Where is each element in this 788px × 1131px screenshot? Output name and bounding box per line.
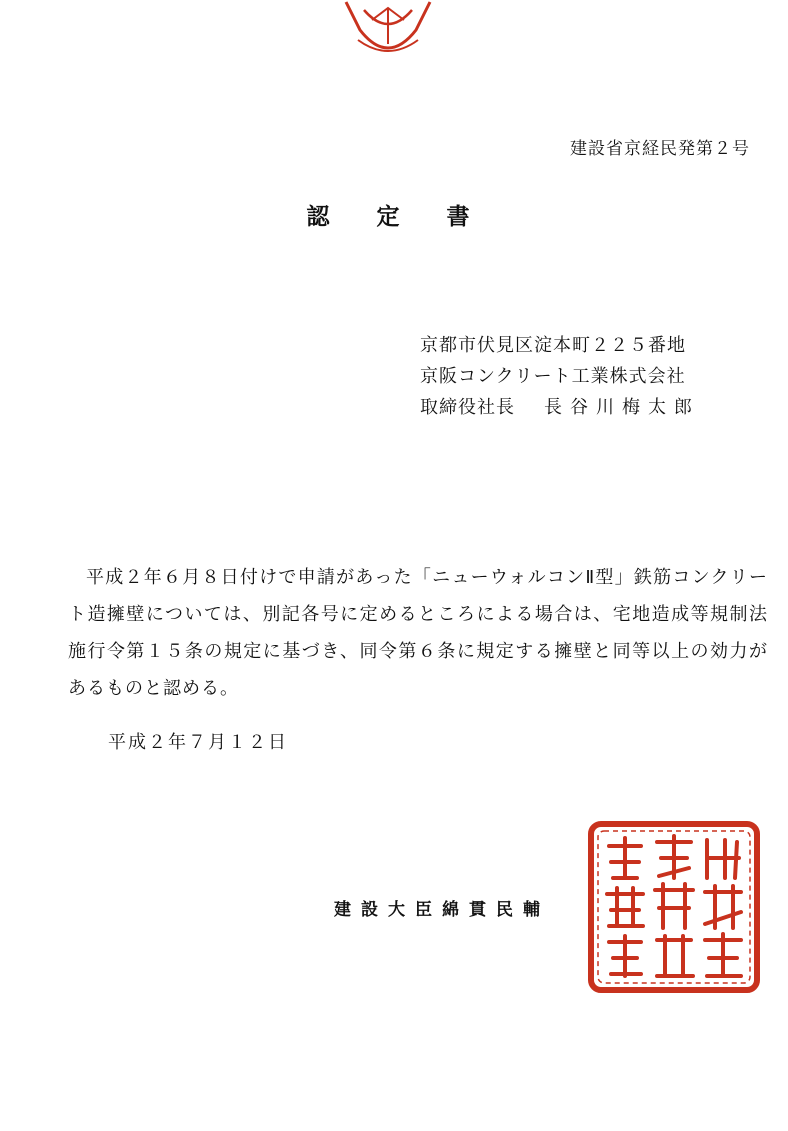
representative-title: 取締役社長 — [420, 397, 515, 418]
issue-date: 平成２年７月１２日 — [108, 732, 288, 753]
addressee-block — [420, 330, 700, 423]
partial-seal-top — [342, 0, 434, 66]
addressee-address: 京都市伏見区淀本町２２５番地 — [420, 335, 686, 356]
addressee-company: 京阪コンクリート工業株式会社 — [420, 366, 686, 387]
representative-name: 長谷川梅太郎 — [544, 397, 700, 418]
official-seal — [585, 818, 763, 996]
addressee-representative — [420, 392, 700, 423]
issuer-name: 建設大臣綿貫民輔 — [334, 900, 550, 920]
certification-text: 平成２年６月８日付けで申請があった「ニューウォルコンⅡ型」鉄筋コンクリート造擁壁については、別記各号に定めるところによる場合は、宅地造成等規制法施行令第１５条の規定に基づき、同令第６条に規定する擁壁と同等以上の効力があるものと認める。 — [68, 567, 768, 699]
document-number: 建設省京経民発第２号 — [570, 139, 750, 159]
document-title: 認 定 書 — [306, 204, 482, 230]
